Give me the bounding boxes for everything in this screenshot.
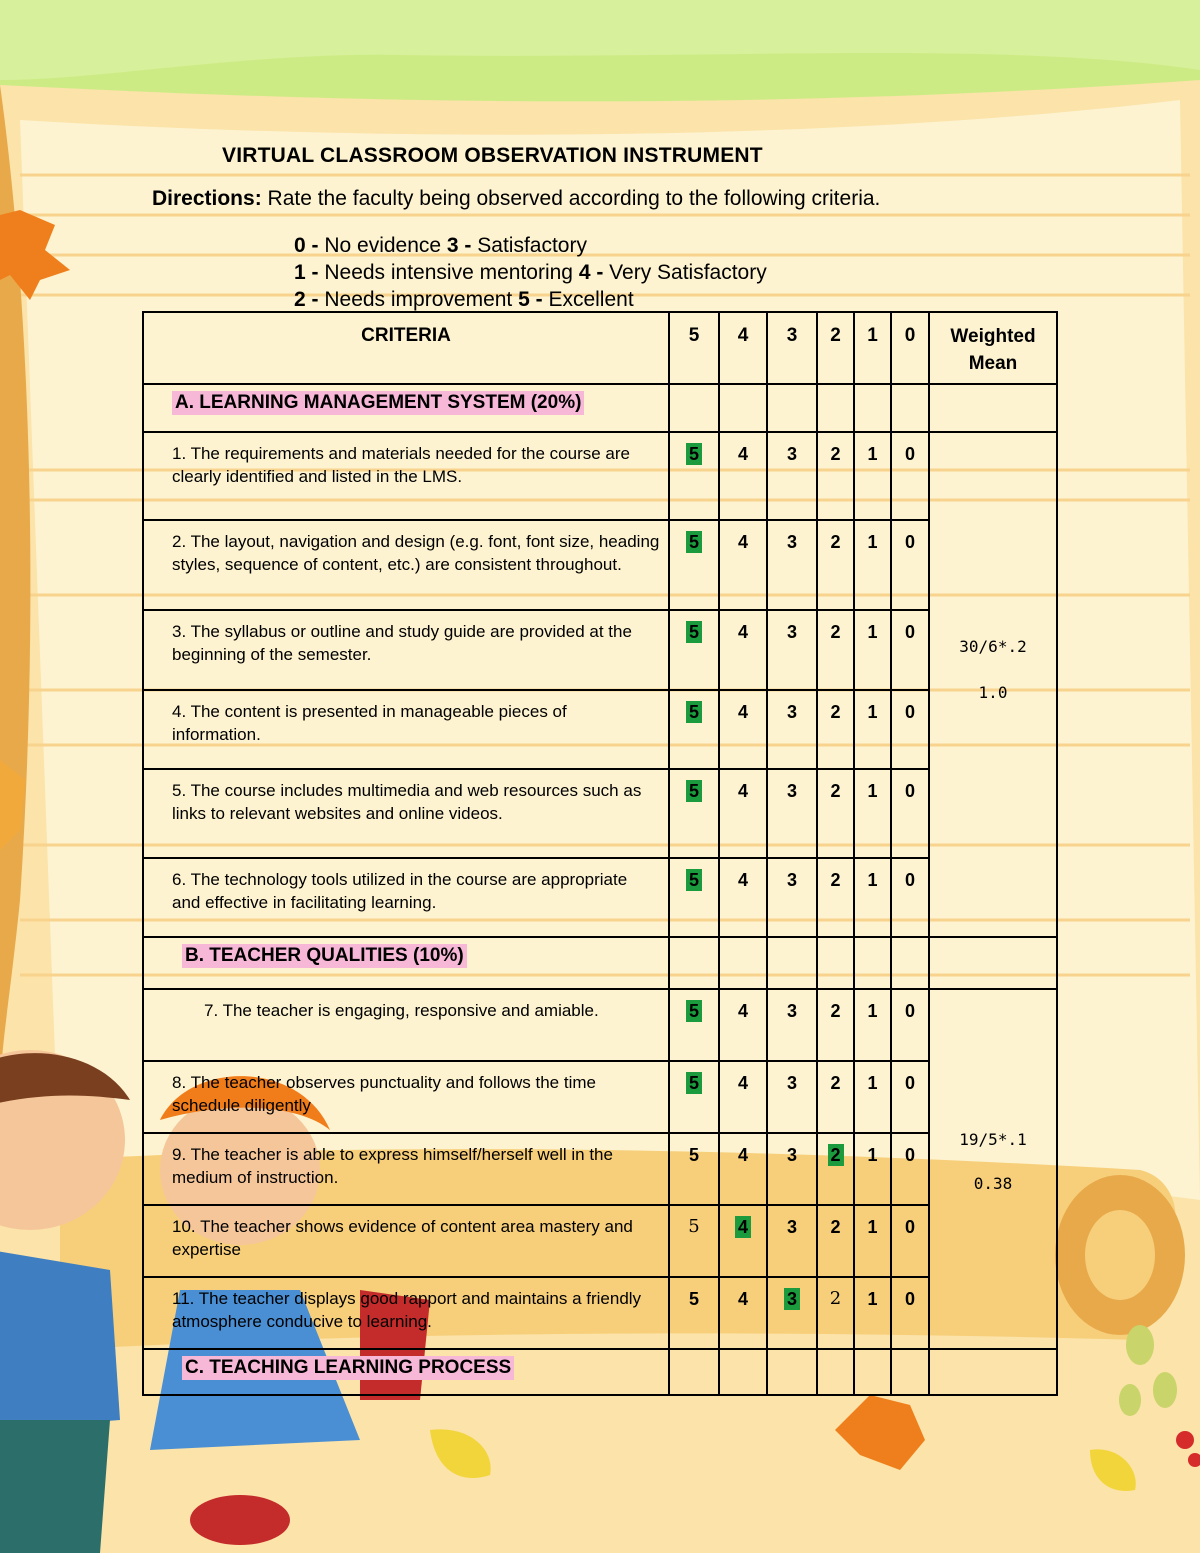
score-cell-5[interactable] [669, 520, 719, 610]
legend-text: Satisfactory [477, 234, 587, 257]
score-cell-0[interactable] [891, 690, 929, 769]
score-value: 2 [830, 1073, 841, 1093]
score-cell-4[interactable] [719, 858, 767, 937]
score-cell-3[interactable] [767, 989, 817, 1061]
header-row [143, 312, 1057, 384]
section-a-row [143, 384, 1057, 432]
criterion-number: 10. [172, 1217, 201, 1236]
score-cell-4[interactable] [719, 1061, 767, 1133]
score-value: 4 [737, 1145, 748, 1165]
criterion-number: 7. [204, 1001, 223, 1020]
criterion-row [143, 1277, 1057, 1349]
score-cell-0[interactable] [891, 769, 929, 858]
score-value: 4 [737, 1289, 748, 1309]
score-value: 0 [904, 1289, 915, 1309]
score-header-3: 3 [767, 312, 817, 384]
score-value: 3 [786, 444, 797, 464]
criterion-row [143, 1133, 1057, 1205]
score-cell-2[interactable] [817, 1277, 854, 1349]
criterion-row [143, 1061, 1057, 1133]
rating-legend [294, 232, 767, 313]
score-cell-3[interactable] [767, 520, 817, 610]
section-c-row [143, 1349, 1057, 1395]
empty-cell [767, 1349, 817, 1395]
criterion-description: The teacher shows evidence of content area mastery and expertise [172, 1217, 633, 1259]
score-value: 1 [867, 444, 878, 464]
criterion-text [143, 690, 669, 769]
criterion-text [143, 520, 669, 610]
score-value: 5 [686, 1072, 702, 1094]
empty-cell [929, 1349, 1057, 1395]
empty-cell [719, 1349, 767, 1395]
score-value: 2 [830, 622, 841, 642]
section-c-label: C. TEACHING LEARNING PROCESS [182, 1356, 514, 1380]
legend-key: 5 - [518, 288, 549, 311]
legend-key: 4 - [578, 261, 610, 284]
section-a-label: A. LEARNING MANAGEMENT SYSTEM (20%) [172, 391, 584, 415]
criterion-description: The content is presented in manageable pieces of information. [172, 702, 567, 744]
score-value: 3 [784, 1288, 800, 1310]
criterion-number: 2. [172, 532, 191, 551]
empty-cell [817, 937, 854, 989]
score-cell-0[interactable] [891, 610, 929, 690]
score-value: 5 [688, 1145, 699, 1165]
legend-key: 2 - [294, 288, 325, 311]
score-value: 4 [737, 1073, 748, 1093]
score-value: 1 [867, 1145, 878, 1165]
score-header-4: 4 [719, 312, 767, 384]
score-value: 0 [904, 1073, 915, 1093]
criterion-text [143, 1133, 669, 1205]
score-cell-5[interactable] [669, 1277, 719, 1349]
score-cell-3[interactable] [767, 1205, 817, 1277]
score-cell-1[interactable] [854, 1061, 891, 1133]
score-value: 4 [737, 1001, 748, 1021]
score-value: 1 [867, 1073, 878, 1093]
score-cell-0[interactable] [891, 520, 929, 610]
criterion-text [143, 1205, 669, 1277]
score-value: 4 [737, 444, 748, 464]
score-value: 4 [737, 622, 748, 642]
score-cell-4[interactable] [719, 432, 767, 520]
score-value: 0 [904, 1001, 915, 1021]
score-cell-0[interactable] [891, 1061, 929, 1133]
score-value: 4 [737, 870, 748, 890]
score-value: 0 [904, 444, 915, 464]
score-cell-2[interactable] [817, 690, 854, 769]
score-cell-5[interactable] [669, 432, 719, 520]
score-value: 3 [786, 1073, 797, 1093]
score-cell-1[interactable] [854, 432, 891, 520]
empty-cell [767, 937, 817, 989]
score-value: 2 [828, 1144, 844, 1166]
criterion-description: The technology tools utilized in the course are appropriate and effective in facilitating learning. [172, 870, 628, 912]
criterion-row [143, 1205, 1057, 1277]
criterion-number: 8. [172, 1073, 191, 1092]
score-value: 5 [686, 780, 702, 802]
legend-key: 0 - [294, 234, 325, 257]
score-value: 4 [737, 702, 748, 722]
score-value: 5 [688, 1289, 699, 1309]
score-value: 0 [904, 781, 915, 801]
score-cell-4[interactable] [719, 520, 767, 610]
score-cell-1[interactable] [854, 1277, 891, 1349]
criterion-text [143, 610, 669, 690]
empty-cell [891, 1349, 929, 1395]
score-cell-3[interactable] [767, 432, 817, 520]
score-value: 0 [904, 870, 915, 890]
score-cell-0[interactable] [891, 858, 929, 937]
score-value: 1 [867, 532, 878, 552]
section-b-label: B. TEACHER QUALITIES (10%) [182, 944, 467, 968]
criterion-description: The syllabus or outline and study guide are provided at the beginning of the semester. [172, 622, 632, 664]
score-cell-0[interactable] [891, 1133, 929, 1205]
score-cell-3[interactable] [767, 1061, 817, 1133]
score-value: 1 [867, 622, 878, 642]
criterion-row [143, 690, 1057, 769]
criterion-number: 11. [172, 1289, 199, 1308]
criterion-description: The layout, navigation and design (e.g. font, font size, heading styles, sequence of content, etc.) are consistent throughout. [172, 532, 660, 574]
empty-cell [929, 937, 1057, 989]
criterion-text [143, 989, 669, 1061]
legend-line [294, 259, 767, 286]
score-value: 4 [737, 781, 748, 801]
score-cell-2[interactable] [817, 1133, 854, 1205]
section-b-row [143, 937, 1057, 989]
score-cell-3[interactable] [767, 858, 817, 937]
score-cell-5[interactable] [669, 1205, 719, 1277]
score-header-1: 1 [854, 312, 891, 384]
score-value: 3 [786, 1145, 797, 1165]
score-cell-1[interactable] [854, 1133, 891, 1205]
weighted-mean-header: Weighted Mean [929, 312, 1057, 384]
legend-text: No evidence [324, 234, 447, 257]
score-cell-5[interactable] [669, 989, 719, 1061]
legend-key: 1 - [294, 261, 325, 284]
score-cell-2[interactable] [817, 1205, 854, 1277]
score-value: 5 [686, 531, 702, 553]
score-cell-4[interactable] [719, 1133, 767, 1205]
criterion-description: The requirements and materials needed for the course are clearly identified and listed in the LMS. [172, 444, 631, 486]
criterion-row [143, 858, 1057, 937]
score-cell-5[interactable] [669, 1133, 719, 1205]
score-value: 0 [904, 702, 915, 722]
score-cell-4[interactable] [719, 769, 767, 858]
observation-table [142, 311, 1058, 1396]
score-cell-2[interactable] [817, 432, 854, 520]
score-cell-4[interactable] [719, 989, 767, 1061]
score-value: 5 [686, 869, 702, 891]
empty-cell [719, 384, 767, 432]
score-cell-2[interactable] [817, 610, 854, 690]
score-header-2: 2 [817, 312, 854, 384]
empty-cell [767, 384, 817, 432]
score-value: 0 [904, 532, 915, 552]
criterion-text [143, 769, 669, 858]
empty-cell [669, 1349, 719, 1395]
score-cell-2[interactable] [817, 520, 854, 610]
score-cell-2[interactable] [817, 1061, 854, 1133]
legend-text: Excellent [548, 288, 634, 311]
criterion-description: The teacher is engaging, responsive and amiable. [222, 1001, 599, 1020]
weighted-formula-a: 30/6*.2 [959, 637, 1027, 656]
score-cell-0[interactable] [891, 1277, 929, 1349]
score-cell-1[interactable] [854, 690, 891, 769]
score-value: 5 [686, 443, 702, 465]
score-cell-4[interactable] [719, 1277, 767, 1349]
weighted-value-b: 0.38 [973, 1174, 1013, 1193]
score-value: 0 [904, 1217, 915, 1237]
criterion-row [143, 989, 1057, 1061]
criterion-number: 4. [172, 702, 191, 721]
score-cell-5[interactable] [669, 1061, 719, 1133]
legend-line [294, 232, 767, 259]
empty-cell [891, 384, 929, 432]
empty-cell [929, 384, 1057, 432]
score-value: 0 [904, 622, 915, 642]
score-value: 3 [786, 532, 797, 552]
section-b-cell [143, 937, 669, 989]
score-value: 2 [830, 1217, 841, 1237]
empty-cell [719, 937, 767, 989]
score-cell-1[interactable] [854, 858, 891, 937]
weighted-formula-b: 19/5*.1 [959, 1130, 1027, 1149]
score-value: 5 [686, 701, 702, 723]
criterion-description: The teacher is able to express himself/herself well in the medium of instruction. [172, 1145, 613, 1187]
score-value: 3 [786, 702, 797, 722]
score-cell-5[interactable] [669, 690, 719, 769]
empty-cell [669, 384, 719, 432]
score-value: 3 [786, 781, 797, 801]
score-cell-5[interactable] [669, 769, 719, 858]
score-cell-3[interactable] [767, 610, 817, 690]
score-value: 1 [867, 1001, 878, 1021]
score-cell-2[interactable] [817, 989, 854, 1061]
score-value: 2 [830, 781, 841, 801]
score-cell-3[interactable] [767, 1277, 817, 1349]
score-value: 4 [735, 1216, 751, 1238]
score-cell-2[interactable] [817, 769, 854, 858]
score-value: 3 [786, 870, 797, 890]
score-cell-0[interactable] [891, 1205, 929, 1277]
criterion-text [143, 1277, 669, 1349]
score-value: 0 [904, 1145, 915, 1165]
score-value: 1 [867, 1217, 878, 1237]
criterion-row [143, 610, 1057, 690]
criterion-number: 6. [172, 870, 191, 889]
score-cell-4[interactable] [719, 610, 767, 690]
criterion-row [143, 520, 1057, 610]
score-value: 2 [829, 1288, 842, 1309]
section-c-cell [143, 1349, 669, 1395]
score-header-0: 0 [891, 312, 929, 384]
criterion-number: 1. [172, 444, 191, 463]
directions-text: Rate the faculty being observed according to the following criteria. [261, 187, 881, 210]
weighted-value-a: 1.0 [978, 683, 1008, 702]
score-value: 2 [830, 1001, 841, 1021]
score-cell-5[interactable] [669, 858, 719, 937]
score-value: 5 [686, 1000, 702, 1022]
criterion-text [143, 1061, 669, 1133]
weighted-mean-a [929, 432, 1057, 937]
criterion-description: The course includes multimedia and web resources such as links to relevant websites and online videos. [172, 781, 642, 823]
score-value: 3 [786, 1217, 797, 1237]
criterion-text [143, 858, 669, 937]
score-cell-1[interactable] [854, 1205, 891, 1277]
score-cell-2[interactable] [817, 858, 854, 937]
criterion-number: 3. [172, 622, 191, 641]
score-value: 2 [830, 444, 841, 464]
criterion-number: 9. [172, 1145, 191, 1164]
empty-cell [817, 384, 854, 432]
score-value: 2 [830, 532, 841, 552]
score-cell-4[interactable] [719, 1205, 767, 1277]
score-cell-0[interactable] [891, 989, 929, 1061]
score-cell-1[interactable] [854, 989, 891, 1061]
empty-cell [854, 1349, 891, 1395]
weighted-mean-b [929, 989, 1057, 1349]
score-value: 3 [786, 1001, 797, 1021]
score-value: 1 [867, 781, 878, 801]
directions [152, 187, 880, 211]
score-cell-3[interactable] [767, 1133, 817, 1205]
score-value: 1 [867, 870, 878, 890]
score-cell-1[interactable] [854, 520, 891, 610]
score-value: 3 [786, 622, 797, 642]
criterion-number: 5. [172, 781, 191, 800]
criterion-row [143, 432, 1057, 520]
score-value: 5 [686, 621, 702, 643]
criterion-description: The teacher observes punctuality and follows the time schedule diligently [172, 1073, 596, 1115]
criterion-row [143, 769, 1057, 858]
score-cell-1[interactable] [854, 769, 891, 858]
document-title: VIRTUAL CLASSROOM OBSERVATION INSTRUMENT [222, 144, 763, 167]
legend-text: Very Satisfactory [609, 261, 767, 284]
score-cell-0[interactable] [891, 432, 929, 520]
score-value: 2 [830, 702, 841, 722]
score-cell-4[interactable] [719, 690, 767, 769]
score-header-5: 5 [669, 312, 719, 384]
score-cell-3[interactable] [767, 769, 817, 858]
legend-line [294, 286, 767, 313]
score-cell-1[interactable] [854, 610, 891, 690]
score-value: 1 [867, 702, 878, 722]
score-value: 5 [688, 1216, 700, 1237]
directions-label: Directions: [152, 187, 262, 210]
legend-text: Needs improvement [324, 288, 519, 311]
empty-cell [854, 937, 891, 989]
criterion-text [143, 432, 669, 520]
legend-key: 3 - [446, 234, 478, 257]
empty-cell [817, 1349, 854, 1395]
score-value: 2 [830, 870, 841, 890]
empty-cell [854, 384, 891, 432]
empty-cell [891, 937, 929, 989]
score-value: 1 [867, 1289, 878, 1309]
score-cell-3[interactable] [767, 690, 817, 769]
empty-cell [669, 937, 719, 989]
legend-text: Needs intensive mentoring [324, 261, 579, 284]
criterion-description: The teacher displays good rapport and maintains a friendly atmosphere conducive to learning. [172, 1289, 642, 1331]
score-cell-5[interactable] [669, 610, 719, 690]
criteria-header: CRITERIA [143, 312, 669, 384]
score-value: 4 [737, 532, 748, 552]
section-a-cell [143, 384, 669, 432]
